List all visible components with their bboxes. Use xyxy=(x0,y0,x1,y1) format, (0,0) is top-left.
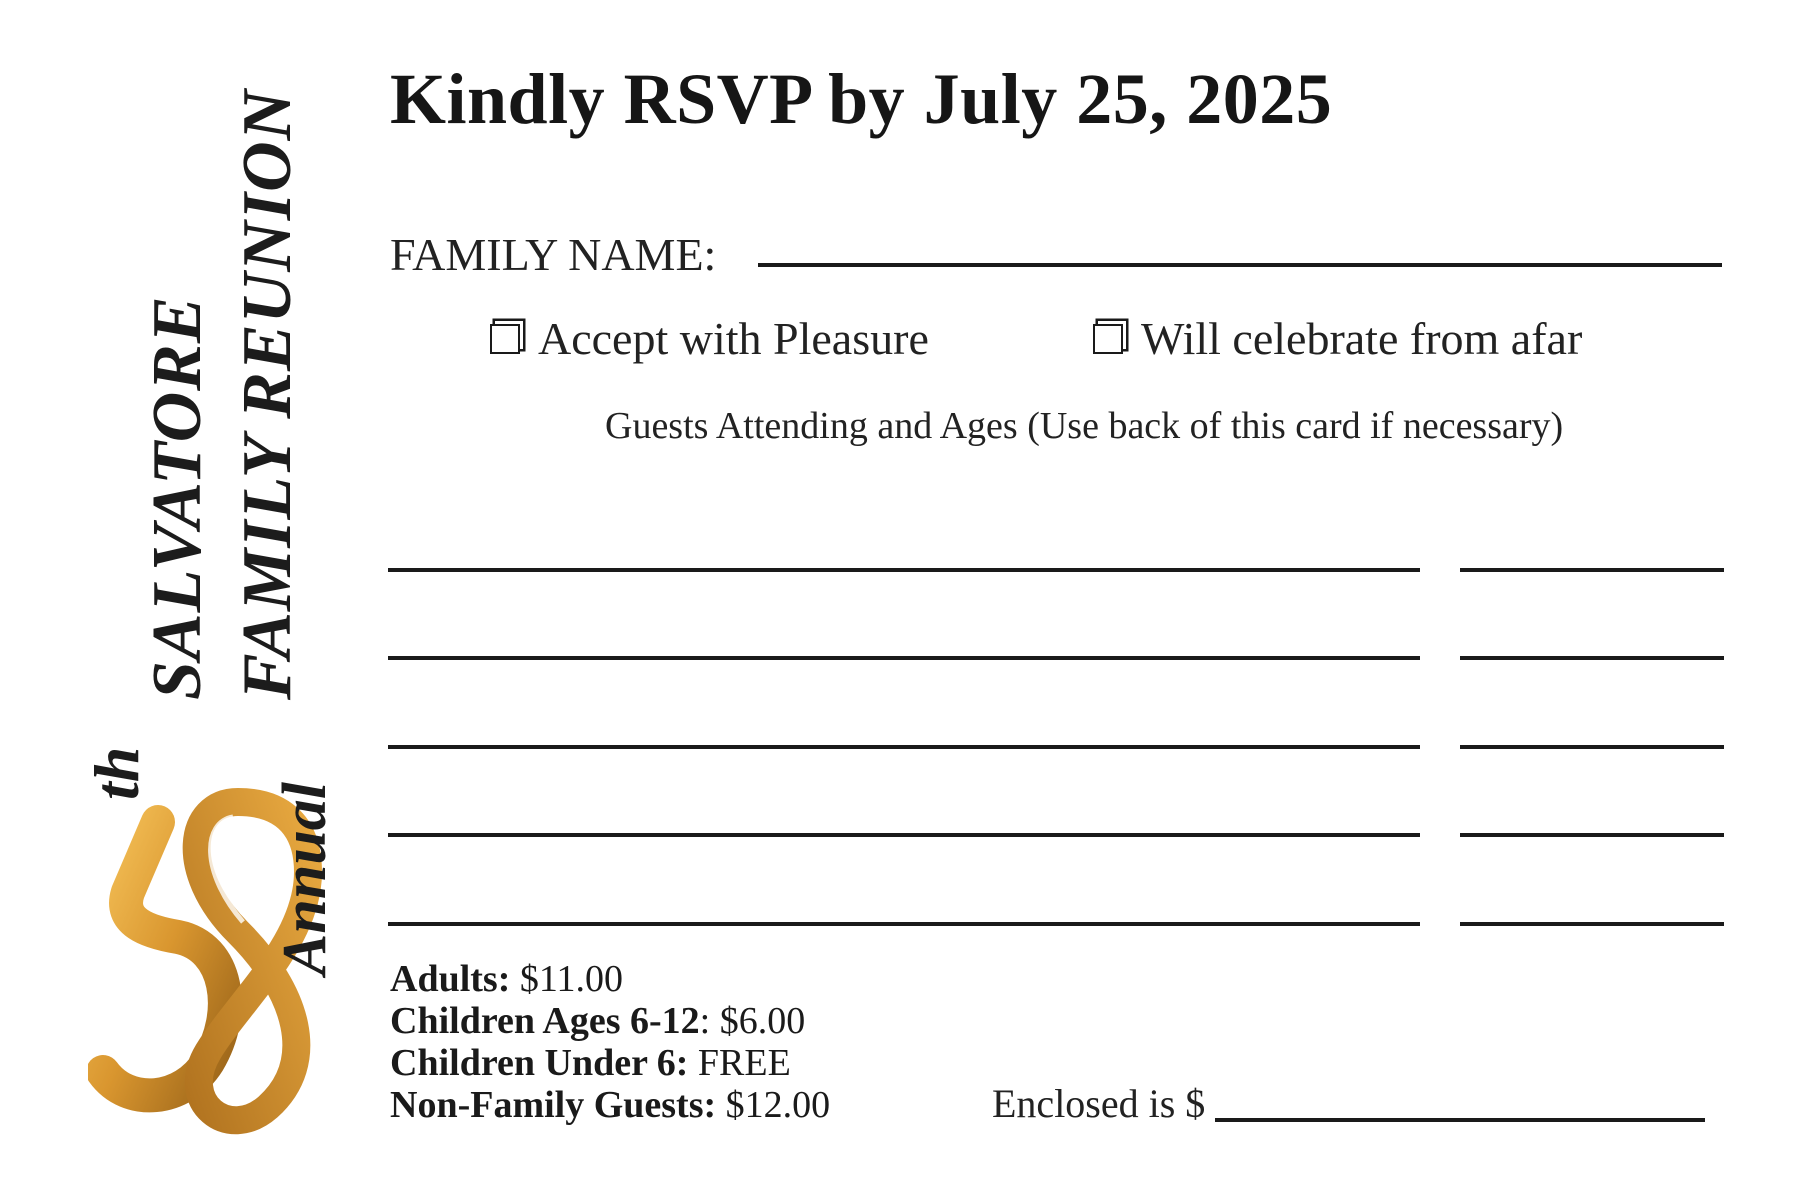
accept-label: Accept with Pleasure xyxy=(538,313,929,364)
celebrate-afar-option[interactable] xyxy=(1093,312,1582,365)
guest-name-field[interactable] xyxy=(388,568,1420,572)
price-non-family: Non-Family Guests: $12.00 xyxy=(390,1084,831,1126)
price-children-under-6: Children Under 6: FREE xyxy=(390,1042,791,1084)
afar-label: Will celebrate from afar xyxy=(1141,313,1583,364)
guest-age-field[interactable] xyxy=(1460,833,1724,837)
accept-option[interactable] xyxy=(490,312,929,365)
enclosed-amount-field[interactable] xyxy=(1215,1118,1705,1122)
guest-age-field[interactable] xyxy=(1460,568,1724,572)
price-adults: Adults: $11.00 xyxy=(390,958,623,1000)
price-list xyxy=(390,958,830,1126)
guest-name-field[interactable] xyxy=(388,656,1420,660)
guest-name-field[interactable] xyxy=(388,745,1420,749)
guests-note: Guests Attending and Ages (Use back of this card if necessary) xyxy=(605,405,1564,447)
checkbox-icon[interactable] xyxy=(1093,324,1123,354)
family-name-field[interactable] xyxy=(758,263,1722,267)
guest-age-field[interactable] xyxy=(1460,745,1724,749)
price-children-6-12: Children Ages 6-12: $6.00 xyxy=(390,1000,806,1042)
brand-annual: Annual xyxy=(271,781,339,975)
guest-name-field[interactable] xyxy=(388,833,1420,837)
rsvp-title: Kindly RSVP by July 25, 2025 xyxy=(390,59,1333,139)
guest-name-field[interactable] xyxy=(388,922,1420,926)
guest-age-field[interactable] xyxy=(1460,656,1724,660)
guest-age-field[interactable] xyxy=(1460,922,1724,926)
brand-th-suffix: th xyxy=(81,746,152,800)
brand-family-reunion: FAMILY REUNION xyxy=(229,88,306,700)
checkbox-icon[interactable] xyxy=(490,324,520,354)
family-name-label: FAMILY NAME: xyxy=(390,229,717,280)
enclosed-label: Enclosed is $ xyxy=(992,1081,1206,1126)
brand-salvatore: SALVATORE xyxy=(139,295,216,700)
